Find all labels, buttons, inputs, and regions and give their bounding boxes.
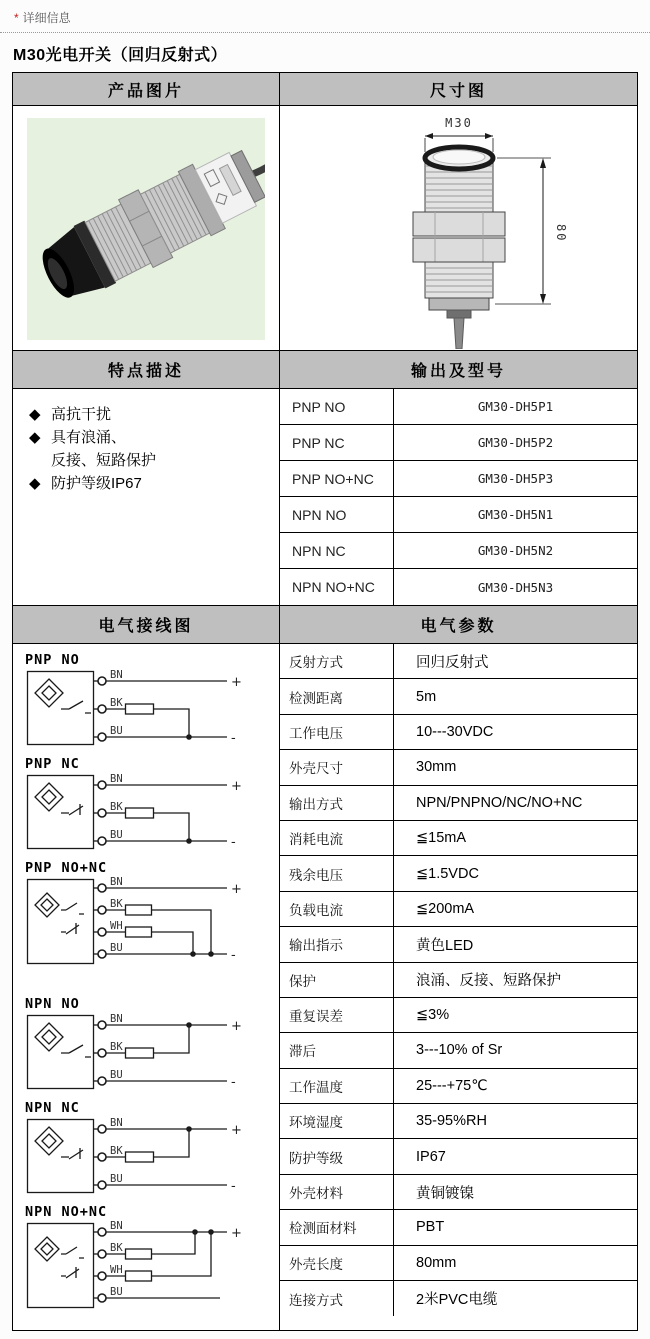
diamond-bullet-icon: ◆ xyxy=(29,406,41,423)
param-name: 连接方式 xyxy=(280,1281,394,1316)
header-electrical-parameters: 电气参数 xyxy=(420,618,497,635)
param-row xyxy=(280,1246,637,1281)
product-spec-table xyxy=(12,72,638,1331)
feature-text: 高抗干扰 xyxy=(51,406,112,423)
page-title: M30光电开关（回归反射式） xyxy=(13,47,228,64)
header-output-models: 输出及型号 xyxy=(410,363,506,380)
output-type: PNP NC xyxy=(280,425,394,460)
param-value: IP67 xyxy=(416,1148,446,1165)
output-type: PNP NO+NC xyxy=(280,461,394,496)
wiring-diagram-title: NPN NC xyxy=(25,1100,80,1116)
param-name: 残余电压 xyxy=(280,856,394,890)
wiring-diagram-drawing xyxy=(25,1117,263,1195)
feature-text: 防护等级IP67 xyxy=(51,475,142,492)
wiring-diagram-pnp-nc xyxy=(25,756,279,856)
product-photo xyxy=(27,118,265,340)
param-row xyxy=(280,856,637,891)
feature-item xyxy=(29,426,279,449)
param-value: 5m xyxy=(416,688,437,705)
minus-sign: - xyxy=(231,948,236,963)
param-value: 35-95%RH xyxy=(416,1113,487,1130)
wire-label-bu: BU xyxy=(110,829,123,841)
param-row xyxy=(280,963,637,998)
output-type: PNP NO xyxy=(280,389,394,424)
plus-sign: + xyxy=(231,1226,242,1241)
header-row-spec xyxy=(13,351,637,389)
output-type: NPN NO+NC xyxy=(280,569,394,605)
param-name: 外壳尺寸 xyxy=(280,750,394,784)
param-row xyxy=(280,750,637,785)
wire-label-wh: WH xyxy=(110,1264,123,1276)
param-value: 30mm xyxy=(416,759,457,776)
param-name: 工作温度 xyxy=(280,1069,394,1103)
model-number: GM30-DH5P1 xyxy=(477,399,554,414)
wire-label-bn: BN xyxy=(110,669,123,681)
param-name: 反射方式 xyxy=(280,644,394,678)
wiring-diagram-title: PNP NO+NC xyxy=(25,860,108,876)
wire-label-bk: BK xyxy=(110,1041,123,1053)
header-row-electrical xyxy=(13,606,637,644)
param-row xyxy=(280,1139,637,1174)
param-value: ≦15mA xyxy=(416,830,467,847)
param-row xyxy=(280,892,637,927)
feature-item xyxy=(29,403,279,426)
header-dimension-drawing: 尺寸图 xyxy=(429,82,487,100)
wiring-diagram-drawing xyxy=(25,877,263,977)
param-row xyxy=(280,786,637,821)
product-image-cell xyxy=(13,106,280,351)
param-row xyxy=(280,1281,637,1316)
param-value: 10---30VDC xyxy=(416,723,494,740)
param-row xyxy=(280,715,637,750)
minus-sign: - xyxy=(231,1179,236,1194)
detail-info-label: 详细信息 xyxy=(22,11,71,25)
wire-label-wh: WH xyxy=(110,920,123,932)
param-name: 防护等级 xyxy=(280,1139,394,1173)
wire-label-bu: BU xyxy=(110,1173,123,1185)
model-row xyxy=(280,569,637,605)
param-name: 检测距离 xyxy=(280,679,394,713)
param-name: 输出方式 xyxy=(280,786,394,820)
param-row xyxy=(280,1175,637,1210)
dimension-drawing xyxy=(289,106,629,349)
param-name: 滞后 xyxy=(280,1033,394,1067)
param-name: 检测面材料 xyxy=(280,1210,394,1244)
length-dimension-label: 80 xyxy=(553,224,568,243)
model-row xyxy=(280,497,637,533)
param-row xyxy=(280,1069,637,1104)
param-name: 输出指示 xyxy=(280,927,394,961)
wiring-diagram-npn-nc xyxy=(25,1100,279,1200)
electrical-row xyxy=(13,644,637,1330)
wiring-diagrams-cell xyxy=(13,644,280,1330)
param-value: 黄铜镀镍 xyxy=(416,1185,474,1202)
header-product-image: 产品图片 xyxy=(13,73,280,105)
features-cell xyxy=(13,389,280,605)
model-row xyxy=(280,425,637,461)
wire-label-bn: BN xyxy=(110,877,123,888)
param-name: 外壳材料 xyxy=(280,1175,394,1209)
model-number: GM30-DH5N2 xyxy=(477,543,554,558)
param-name: 工作电压 xyxy=(280,715,394,749)
wire-label-bk: BK xyxy=(110,1145,123,1157)
wiring-diagram-pnp-no-nc xyxy=(25,860,279,982)
detail-info-note xyxy=(0,0,650,33)
plus-sign: + xyxy=(231,779,242,794)
param-value: 黄色LED xyxy=(416,937,474,954)
plus-sign: + xyxy=(231,675,242,690)
wiring-diagram-title: PNP NC xyxy=(25,756,80,772)
feature-item-continuation xyxy=(29,449,279,472)
wire-label-bn: BN xyxy=(110,1221,123,1232)
param-value: 3---10% of Sr xyxy=(416,1042,503,1059)
header-features: 特点描述 xyxy=(13,351,280,388)
wire-label-bk: BK xyxy=(110,898,123,910)
wire-label-bn: BN xyxy=(110,1117,123,1129)
wire-label-bk: BK xyxy=(110,697,123,709)
red-asterisk-marker: * xyxy=(14,11,19,25)
param-value: NPN/PNPNO/NC/NO+NC xyxy=(416,794,583,811)
model-row xyxy=(280,389,637,425)
param-name: 保护 xyxy=(280,963,394,997)
wiring-diagram-drawing xyxy=(25,773,263,851)
diameter-dimension-label: M30 xyxy=(444,116,473,130)
model-row xyxy=(280,461,637,497)
wiring-diagram-npn-no xyxy=(25,996,279,1096)
wire-label-bu: BU xyxy=(110,942,123,954)
param-value: 25---+75℃ xyxy=(416,1077,488,1094)
wiring-diagram-drawing xyxy=(25,669,263,747)
models-table xyxy=(280,389,637,605)
param-value: PBT xyxy=(416,1219,445,1236)
wire-label-bn: BN xyxy=(110,1013,123,1025)
wiring-diagram-drawing xyxy=(25,1013,263,1091)
minus-sign: - xyxy=(231,731,236,746)
param-name: 负载电流 xyxy=(280,892,394,926)
wire-label-bu: BU xyxy=(110,1069,123,1081)
param-row xyxy=(280,679,637,714)
param-row xyxy=(280,1210,637,1245)
param-value: 浪涌、反接、短路保护 xyxy=(416,973,561,990)
model-number: GM30-DH5P3 xyxy=(477,471,554,486)
plus-sign: + xyxy=(231,1123,242,1138)
output-type: NPN NO xyxy=(280,497,394,532)
model-number: GM30-DH5N1 xyxy=(477,507,554,522)
diamond-bullet-icon: ◆ xyxy=(29,475,41,492)
param-value: ≦200mA xyxy=(416,900,475,917)
param-row xyxy=(280,821,637,856)
model-number: GM30-DH5N3 xyxy=(477,579,554,595)
wire-label-bk: BK xyxy=(110,1242,123,1254)
header-row-media xyxy=(13,73,637,106)
param-row xyxy=(280,1033,637,1068)
param-value: ≦1.5VDC xyxy=(416,865,479,882)
feature-text: 具有浪涌、 xyxy=(51,429,127,446)
parameters-table xyxy=(280,644,637,1330)
param-value: 回归反射式 xyxy=(416,654,489,671)
model-row xyxy=(280,533,637,569)
plus-sign: + xyxy=(231,882,242,897)
model-number: GM30-DH5P2 xyxy=(477,435,554,450)
param-name: 重复误差 xyxy=(280,998,394,1032)
param-value: ≦3% xyxy=(416,1007,450,1024)
spec-row xyxy=(13,389,637,606)
param-name: 外壳长度 xyxy=(280,1246,394,1280)
param-row xyxy=(280,998,637,1033)
feature-text: 反接、短路保护 xyxy=(51,452,157,469)
media-row xyxy=(13,106,637,351)
dimension-drawing-cell xyxy=(280,106,637,351)
wiring-diagram-drawing xyxy=(25,1221,263,1321)
param-value: 80mm xyxy=(416,1254,457,1271)
param-row xyxy=(280,644,637,679)
wiring-diagram-title: PNP NO xyxy=(25,652,80,668)
feature-item xyxy=(29,472,279,495)
param-name: 环境湿度 xyxy=(280,1104,394,1138)
wiring-diagram-title: NPN NO xyxy=(25,996,80,1012)
param-name: 消耗电流 xyxy=(280,821,394,855)
param-row xyxy=(280,1104,637,1139)
wire-label-bk: BK xyxy=(110,801,123,813)
minus-sign: - xyxy=(231,835,236,850)
param-row xyxy=(280,927,637,962)
wire-label-bn: BN xyxy=(110,773,123,785)
minus-sign: - xyxy=(231,1075,236,1090)
param-value: 2米PVC电缆 xyxy=(416,1292,498,1309)
wire-label-bu: BU xyxy=(110,725,123,737)
diamond-bullet-icon: ◆ xyxy=(29,429,41,446)
wiring-diagram-pnp-no xyxy=(25,652,279,752)
output-type: NPN NC xyxy=(280,533,394,568)
wiring-diagram-npn-no-nc xyxy=(25,1204,279,1326)
plus-sign: + xyxy=(231,1019,242,1034)
wiring-diagram-title: NPN NO+NC xyxy=(25,1204,108,1220)
header-wiring-diagrams: 电气接线图 xyxy=(13,606,280,643)
wire-label-bu: BU xyxy=(110,1286,123,1298)
